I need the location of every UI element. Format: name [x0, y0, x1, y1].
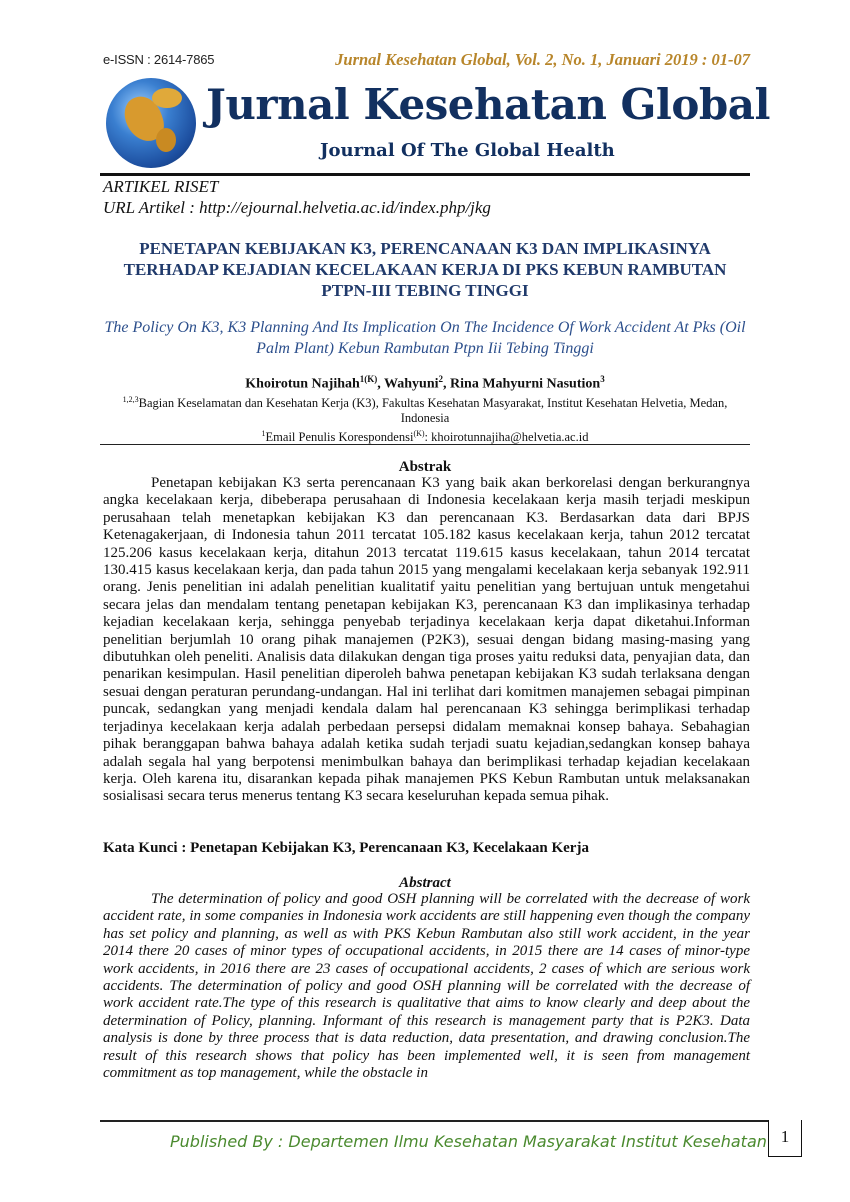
abstract-english-body: The determination of policy and good OSH planning will be correlated with the decrease of work accident rate, in some companies in Indonesia work accidents are still happening even though the company has set policy and planning, as well as with PKS Kebun Rambutan also still work accident, in the year 2014 there 20 cases of minor types of occupational accidents, in 2015 there are 14 cases of minor-type work accidents, in 2016 there are 23 cases of occupational accidents, 2 cases of which are serious work accidents. The determination of policy and good OSH planning will be correlated with the decrease of work accident rate.The type of this research is qualitative that aims to know clearly and deep about the determination of Policy, planning. Informant of this research is management party that is P2K3. Data analysis is done by three process that is data reduction, data presentation, and drawing conclusion.The result of this research shows that policy has been implemented well, it is seen from management commitment as top management, while the obstacle in	[103, 891, 750, 1082]
article-type: ARTIKEL RISET	[103, 177, 219, 196]
footer-publisher: Published By : Departemen Ilmu Kesehatan Masyarakat Institut Kesehatan	[170, 1132, 767, 1151]
author-sup: 1(K)	[359, 374, 378, 384]
globe-logo-icon	[106, 78, 196, 168]
abstract-english-heading: Abstract	[399, 875, 451, 891]
author-name: Khoirotun Najihah	[245, 376, 360, 392]
affiliation-block	[103, 392, 747, 445]
keywords: Kata Kunci : Penetapan Kebijakan K3, Perencanaan K3, Kecelakaan Kerja	[103, 840, 589, 856]
article-title: PENETAPAN KEBIJAKAN K3, PERENCANAAN K3 DAN IMPLIKASINYA TERHADAP KEJADIAN KECELAKAAN KERJA DI PKS KEBUN RAMBUTAN PTPN-III TEBING TINGGI	[123, 239, 727, 300]
author-list	[103, 374, 747, 393]
masthead-subtitle: Journal Of The Global Health	[320, 140, 615, 161]
page-number: 1	[768, 1120, 802, 1157]
footer-rule	[100, 1120, 770, 1122]
article-title-english: The Policy On K3, K3 Planning And Its Implication On The Incidence Of Work Accident At Pks (Oil Palm Plant) Kebun Rambutan Ptpn Iii Tebing Tinggi	[104, 319, 746, 357]
abstract-heading: Abstrak	[398, 459, 452, 475]
author-sup: 2	[438, 374, 444, 384]
running-head: Jurnal Kesehatan Global, Vol. 2, No. 1, Januari 2019 : 01-07	[335, 50, 750, 69]
author-sup: 3	[600, 374, 605, 384]
affiliation: $^{1,2,3}$Bagian Keselamatan dan Kesehatan Kerja (K3), Fakultas Kesehatan Masyarakat, Institut Kesehatan Helvetia, Medan, Indonesia	[122, 395, 728, 426]
abstract-body: Penetapan kebijakan K3 serta perencanaan K3 yang baik akan berkorelasi dengan berkurangnya angka kecelakaan kerja, dibeberapa perusahaan di Indonesia kecelakaan kerja masih terjadi meskipun perusahaan telah menetapkan kebijakan K3 dan perencanaan K3. Berdasarkan data dari BPJS Ketenagakerjaan, di Indonesia tahun 2011 tercatat 105.182 kasus kecelakaan kerja, tahun 2012 tercatat 125.206 kasus kecelakaan kerja, ditahun 2013 tercatat 119.615 kasus kecelakaan, tahun 2014 tercatat 130.415 kasus kecelakaan kerja, dan pada tahun 2015 yang mengalami kecelakaan kerja sebanyak 192.911 orang. Jenis penelitian ini adalah penelitian kualitatif yaitu penelitian yang bertujuan untuk mengetahui secara jelas dan mendalam tentang penetapan kebijakan K3, perencanaan K3 dan implikasinya terhadap kejadian kecelakaan kerja, sehingga penyebab terjadinya kecelakaan kerja dapat diketahui.Informan penelitian berjumlah 10 orang pihak manajemen (P2K3), sesuai dengan bidang masing-masing yang dibutuhkan oleh peneliti. Analisis data dilakukan dengan tiga proses yaitu reduksi data, penyajian data, dan penarikan kesimpulan. Hasil penelitian diperoleh bahwa penetapan kebijakan K3 sudah terlaksana dengan sesuai dengan peraturan perundang-undangan. Hal ini terlihat dari komitmen manajemen sebagai pimpinan puncak, sedangkan yang menjadi kendala dalam hal perencanaan K3 sehingga berimplikasi terhadap terjadinya kecelakaan kerja adalah perbedaan persepsi didalam memaknai konsep bahaya. Sebahagian pihak beranggapan bahwa bahaya adalah ketika sudah terjadi suatu kejadian,sedangkan konsep bahaya adalah segala hal yang berpotensi menimbulkan bahaya dan berimplikasi terhadap kejadian kecelakaan kerja. Oleh karena itu, disarankan kepada pihak manajemen PKS Kebun Rambutan untuk melaksanakan sosialisasi secara terus menerus tentang K3 secara keseluruhan kepada semua pihak.	[103, 475, 750, 805]
article-url[interactable]: URL Artikel : http://ejournal.helvetia.ac.id/index.php/jkg	[103, 198, 491, 217]
header-rule	[100, 173, 750, 176]
issn: e-ISSN : 2614-7865	[103, 52, 215, 67]
corresponding-email: $^1$Email Penulis Korespondensi$^{(K)}$: khoirotunnajiha@helvetia.ac.id	[261, 429, 589, 445]
author-name: , Wahyuni	[377, 376, 439, 392]
section-rule	[100, 444, 750, 445]
masthead-title: Jurnal Kesehatan Global	[206, 80, 770, 129]
author-name: , Rina Mahyurni Nasution	[443, 376, 601, 392]
